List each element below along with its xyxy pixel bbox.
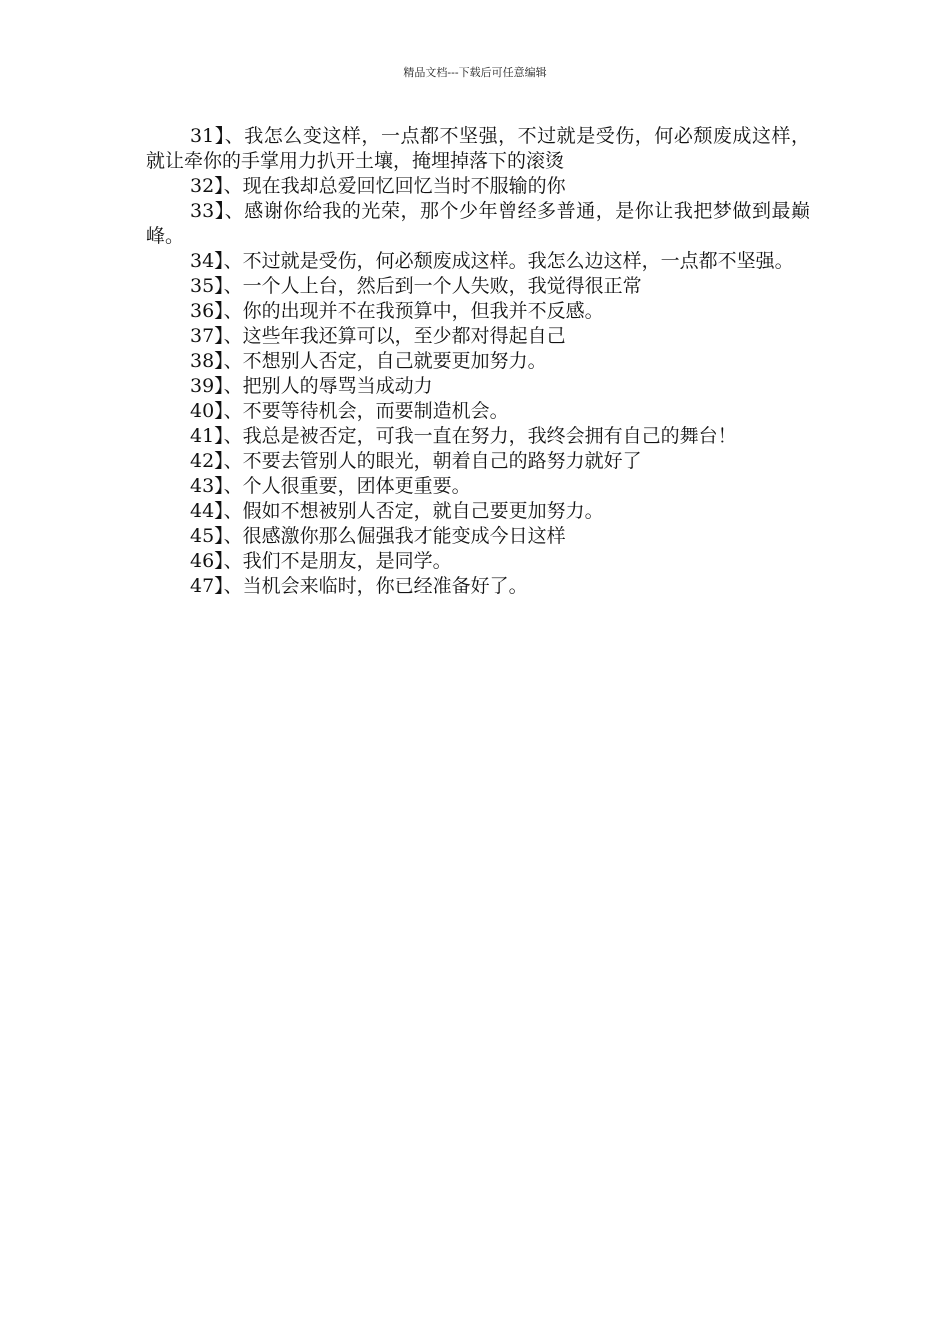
paragraph-45: 45】、很感激你那么倔强我才能变成今日这样	[190, 525, 566, 547]
paragraph-43: 43】、个人很重要，团体更重要。	[190, 475, 471, 497]
paragraph-40: 40】、不要等待机会，而要制造机会。	[190, 400, 509, 422]
paragraph-41: 41】、我总是被否定，可我一直在努力，我终会拥有自己的舞台！	[190, 425, 737, 447]
paragraph-33: 33】、感谢你给我的光荣，那个少年曾经多普通，是你让我把梦做到最巅峰。	[146, 200, 810, 247]
paragraph-31: 31】、我怎么变这样，一点都不坚强，不过就是受伤，何必颓废成这样，就让牵你的手掌用力扒开土壤，掩埋掉落下的滚烫	[146, 125, 810, 172]
paragraph-32: 32】、现在我却总爱回忆回忆当时不服输的你	[190, 175, 566, 197]
paragraph-36: 36】、你的出现并不在我预算中，但我并不反感。	[190, 300, 604, 322]
paragraph-37: 37】、这些年我还算可以，至少都对得起自己	[190, 325, 566, 347]
paragraph-38: 38】、不想别人否定，自己就要更加努力。	[190, 350, 547, 372]
paragraph-39: 39】、把别人的辱骂当成动力	[190, 375, 433, 397]
document-body	[146, 124, 810, 599]
paragraph-42: 42】、不要去管别人的眼光，朝着自己的路努力就好了	[190, 450, 642, 472]
page-header: 精品文档---下载后可任意编辑	[403, 66, 547, 79]
paragraph-47: 47】、当机会来临时，你已经准备好了。	[190, 575, 528, 597]
paragraph-34: 34】、不过就是受伤，何必颓废成这样。我怎么边这样，一点都不坚强。	[190, 250, 794, 272]
paragraph-44: 44】、假如不想被别人否定，就自己要更加努力。	[190, 500, 604, 522]
paragraph-35: 35】、一个人上台，然后到一个人失败，我觉得很正常	[190, 275, 642, 297]
paragraph-46: 46】、我们不是朋友，是同学。	[190, 550, 452, 572]
